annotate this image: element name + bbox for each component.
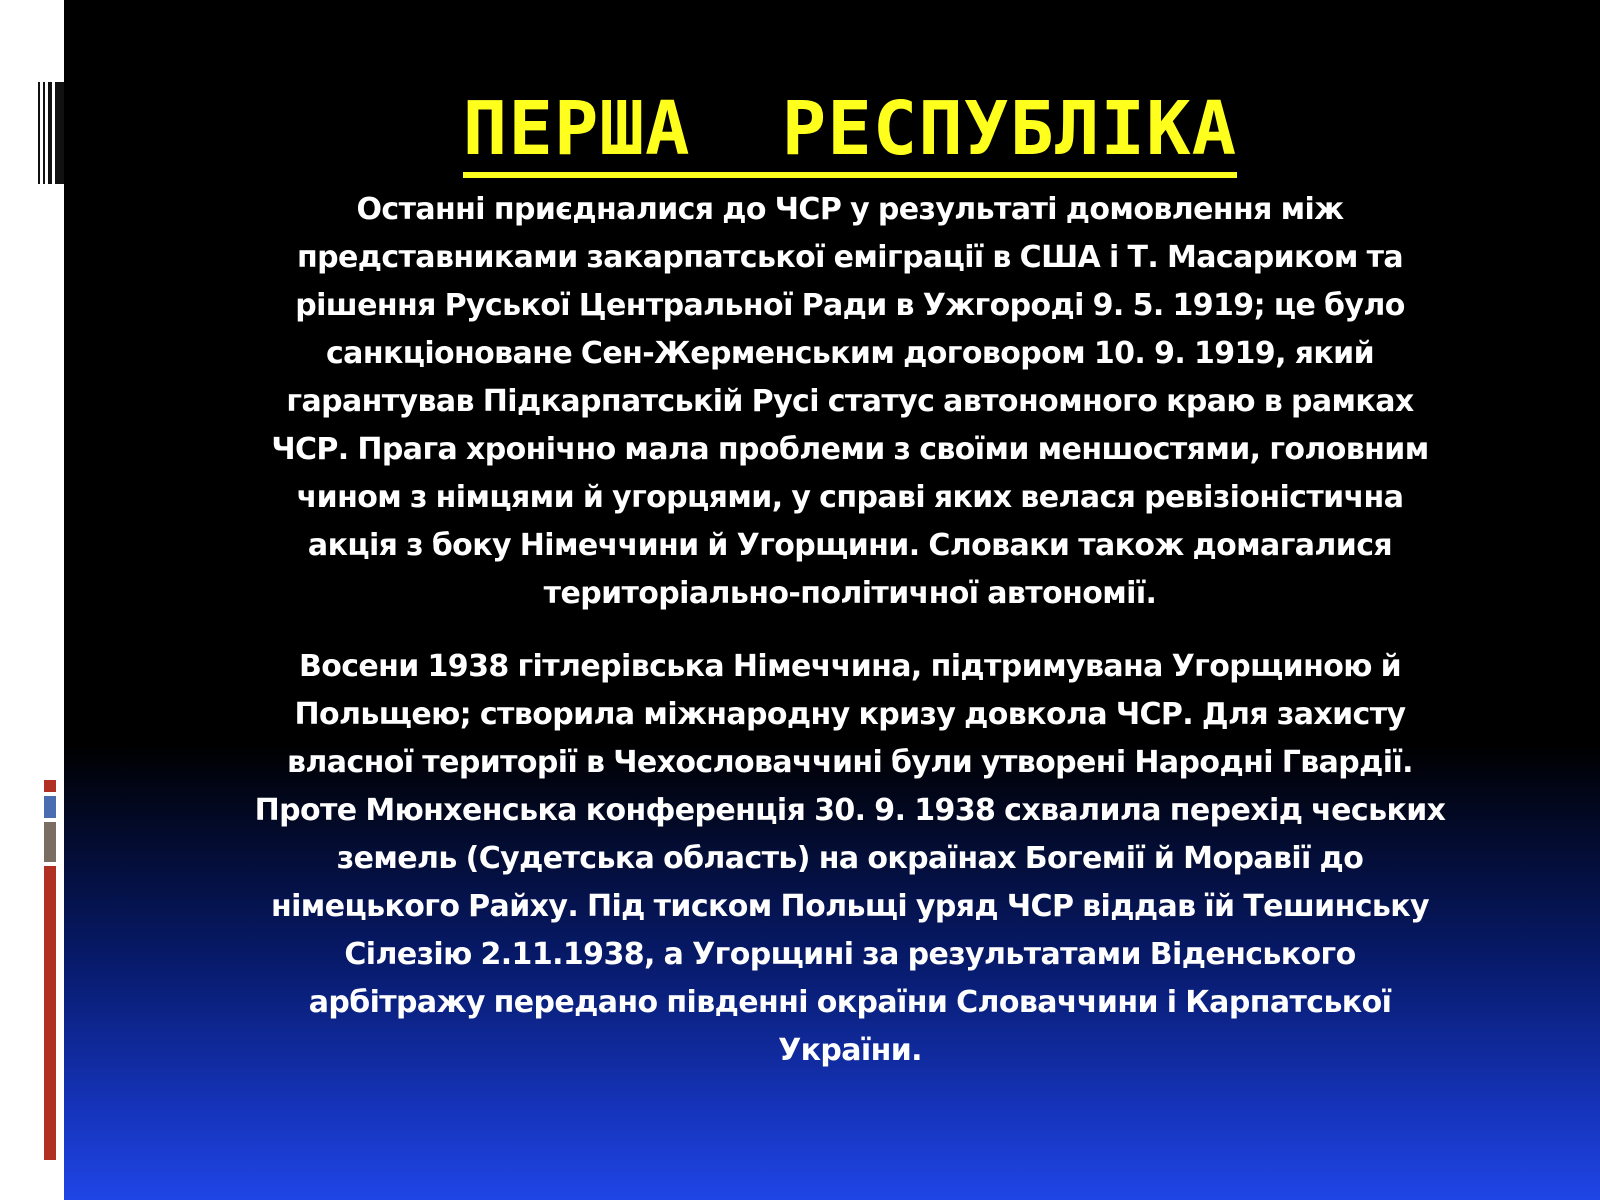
text-line: земель (Судетська область) на окраїнах Богемії й Моравії до	[336, 841, 1364, 876]
text-line: ЧСР. Прага хронічно мала проблеми з своїми меншостями, головним	[271, 432, 1429, 467]
slide-content	[64, 0, 1600, 1200]
text-line: німецького Райху. Під тиском Польщі уряд ЧСР віддав їй Тешинську	[270, 889, 1430, 924]
text-line: рішення Руської Центральної Ради в Ужгороді 9. 5. 1919; це було	[295, 288, 1405, 323]
text-line: арбітражу передано південні окраїни Словаччини і Карпатської	[308, 985, 1392, 1020]
text-line: чином з німцями й угорцями, у справі яких велася ревізіоністична	[296, 480, 1404, 515]
left-margin-strip	[0, 0, 64, 1200]
text-line: санкціоноване Сен-Жерменським договором 10. 9. 1919, який	[326, 336, 1374, 371]
text-line: представниками закарпатської еміграції в США і Т. Масариком та	[296, 240, 1404, 275]
text-line: територіально-політичної автономії.	[543, 576, 1157, 611]
paragraph-1	[230, 186, 1470, 618]
text-line: Останні приєдналися до ЧСР у результаті домовлення між	[356, 192, 1344, 227]
text-line: акція з боку Німеччини й Угорщини. Словаки також домагалися	[307, 528, 1393, 563]
slide-title	[64, 84, 1600, 174]
text-line: Польщею; створила міжнародну кризу довкола ЧСР. Для захисту	[294, 697, 1406, 732]
text-line: України.	[778, 1033, 922, 1068]
text-line: Сілезію 2.11.1938, а Угорщині за результатами Віденського	[344, 937, 1356, 972]
text-line: власної території в Чехословаччині були утворені Народні Гвардії.	[287, 745, 1413, 780]
slide-title-text: ПЕРША РЕСПУБЛІКА	[463, 86, 1237, 178]
text-line: Проте Мюнхенська конференція 30. 9. 1938 схвалила перехід чеських	[254, 793, 1446, 828]
text-line: гарантував Підкарпатській Русі статус автономного краю в рамках	[286, 384, 1414, 419]
decorative-lines	[38, 82, 64, 184]
paragraph-2	[230, 643, 1470, 1075]
text-line: Восени 1938 гітлерівська Німеччина, підтримувана Угорщиною й	[298, 649, 1402, 684]
